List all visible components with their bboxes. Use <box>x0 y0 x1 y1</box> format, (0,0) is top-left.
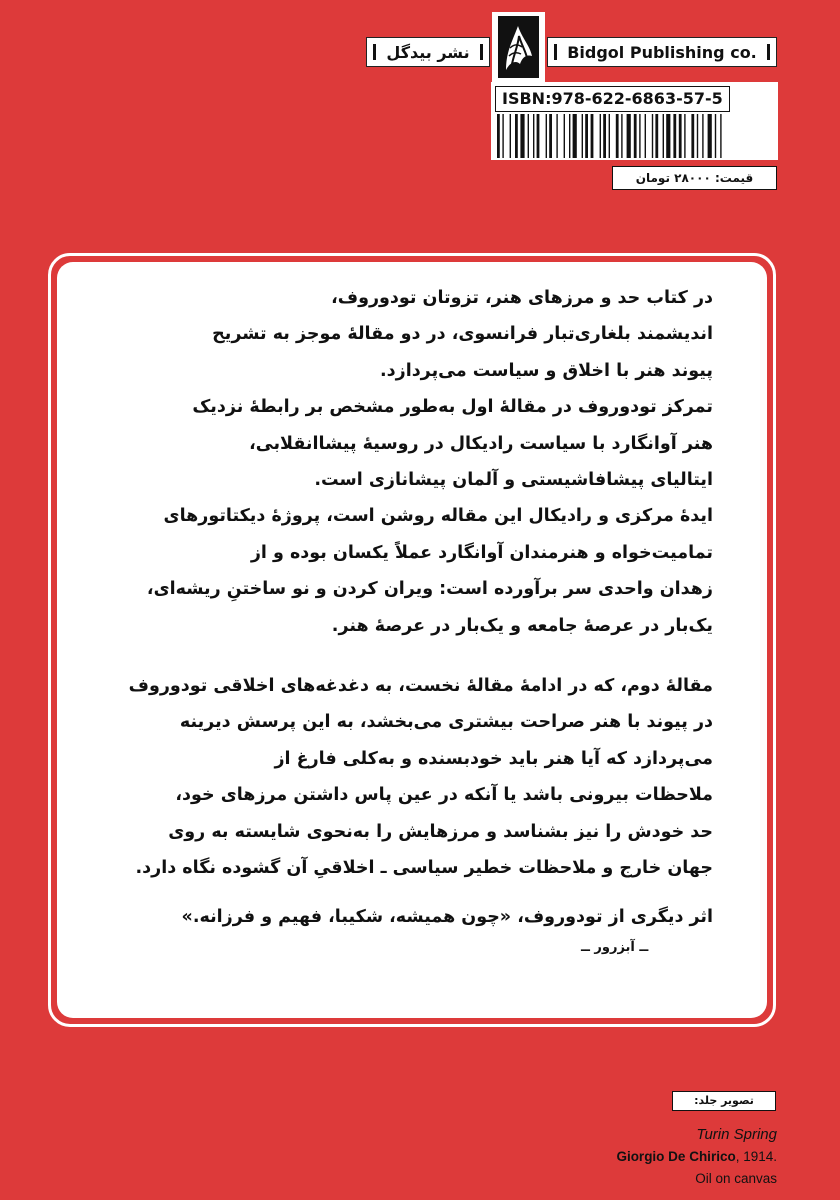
barcode-bar <box>720 114 721 158</box>
barcode-bar <box>510 114 511 158</box>
barcode-bar <box>497 114 500 158</box>
barcode-bar <box>603 114 606 158</box>
barcode-bar <box>645 114 646 158</box>
barcode-bar <box>502 114 503 158</box>
barcode-bar <box>663 114 664 158</box>
barcode-bar <box>702 114 703 158</box>
text-line: تمامیت‌خواه و هنرمندان آوانگارد عملاً یکسان بوده و از <box>250 542 713 563</box>
text-line: حد خودش را نیز بشناسد و مرزهایش را به‌نحوی شایسته به روی <box>168 821 713 842</box>
barcode-bar <box>666 114 670 158</box>
barcode-bar <box>528 114 529 158</box>
barcode-bar <box>549 114 552 158</box>
barcode-bar <box>697 114 698 158</box>
divider <box>767 44 770 60</box>
text-line: می‌پردازد که آیا هنر باید خودبسنده و به‌کلی فارغ از <box>274 748 713 769</box>
barcode-bar <box>585 114 588 158</box>
text-line: ایدهٔ مرکزی و رادیکال این مقاله روشن است، پروژهٔ دیکتاتورهای <box>163 506 713 527</box>
barcode-bar <box>520 114 524 158</box>
barcode-bar <box>515 114 518 158</box>
text-line: زهدان واحدی سر برآورده است: ویران کردن و نو ساختنِ ریشه‌ای، <box>146 579 713 600</box>
text-line: جهان خارج و ملاحظات خطیر سیاسی ـ اخلاقیِ آن گشوده نگاه دارد. <box>135 858 713 879</box>
barcode-bar <box>537 114 540 158</box>
text-line: یک‌بار در عرصهٔ جامعه و یک‌بار در عرصهٔ هنر. <box>331 615 713 636</box>
price-label: قیمت: ۲۸۰۰۰ تومان <box>612 166 777 190</box>
divider <box>554 44 557 60</box>
barcode-bar <box>609 114 610 158</box>
publisher-logo-icon <box>492 12 545 84</box>
divider <box>373 44 376 60</box>
text-line: پیوند هنر با اخلاق و سیاست می‌پردازد. <box>380 360 713 381</box>
barcode-bar <box>639 114 640 158</box>
barcode-bar <box>564 114 565 158</box>
quote-author: ــ آبزرور ــ <box>581 939 649 955</box>
publisher-name-fa <box>366 37 490 67</box>
publisher-name-fa-text: نشر بیدگل <box>386 42 470 62</box>
cover-credit <box>616 1124 777 1190</box>
barcode-bar <box>691 114 694 158</box>
quote-text: اثر دیگری از تودوروف، «چون همیشه، شکیبا، فهیم و فرزانه.» <box>181 906 713 927</box>
isbn-label: ISBN:978-622-6863-57-5 <box>495 86 730 112</box>
quote-author-wrap <box>111 935 713 961</box>
description-panel <box>48 253 776 1027</box>
barcode-bar <box>673 114 676 158</box>
text-line: ایتالیای پیشافاشیستی و آلمان پیشانازی است. <box>314 470 713 491</box>
painting-year: , 1914. <box>735 1149 777 1164</box>
description-text <box>57 262 767 1018</box>
barcode-bar <box>621 114 622 158</box>
barcode-bar <box>582 114 583 158</box>
quote-block <box>111 899 713 961</box>
text-line: در کتاب حد و مرزهای هنر، تزوتان تودوروف، <box>331 288 713 308</box>
barcode-bar <box>573 114 577 158</box>
divider <box>480 44 483 60</box>
text-line: مقالهٔ دوم، که در ادامهٔ مقالهٔ نخست، به دغدغه‌های اخلاقی تودوروف <box>128 676 713 697</box>
barcode-bar <box>569 114 570 158</box>
barcode-bar <box>591 114 594 158</box>
barcode-bar <box>634 114 637 158</box>
publisher-name-en-text: Bidgol Publishing co. <box>567 42 757 62</box>
barcode-bar <box>600 114 601 158</box>
text-line: در پیوند با هنر صراحت بیشتری می‌بخشد، به این پرسش دیرینه <box>179 712 713 733</box>
text-line: تمرکز تودوروف در مقالهٔ اول به‌طور مشخص بر رابطهٔ نزدیک <box>192 397 713 418</box>
barcode-bar <box>684 114 685 158</box>
text-line: هنر آوانگارد با سیاست رادیکال در روسیهٔ پیشاانقلابی، <box>249 433 713 454</box>
barcode-bar <box>533 114 534 158</box>
cover-image-label: تصویر جلد: <box>672 1091 776 1111</box>
barcode-bar <box>679 114 682 158</box>
barcode-bar <box>616 114 619 158</box>
publisher-name-en <box>547 37 777 67</box>
barcode-bar <box>715 114 716 158</box>
painting-artist-line <box>616 1146 777 1168</box>
barcode-bars <box>491 114 778 160</box>
text-line: ملاحظات بیرونی باشد یا آنکه در عین پاس داشتن مرزهای خود، <box>175 785 713 806</box>
barcode-bar <box>556 114 557 158</box>
barcode-bar <box>627 114 631 158</box>
text-line: اندیشمند بلغاری‌تبار فرانسوی، در دو مقالهٔ موجز به تشریح <box>212 324 713 345</box>
paragraph-2 <box>111 668 713 886</box>
painting-medium: Oil on canvas <box>695 1171 777 1186</box>
paragraph-1 <box>111 280 713 644</box>
barcode-bar <box>652 114 653 158</box>
barcode-bar <box>708 114 712 158</box>
barcode-bar <box>655 114 658 158</box>
painting-title: Turin Spring <box>696 1126 777 1143</box>
painting-artist: Giorgio De Chirico <box>616 1149 736 1164</box>
barcode <box>491 82 778 160</box>
barcode-bar <box>546 114 547 158</box>
